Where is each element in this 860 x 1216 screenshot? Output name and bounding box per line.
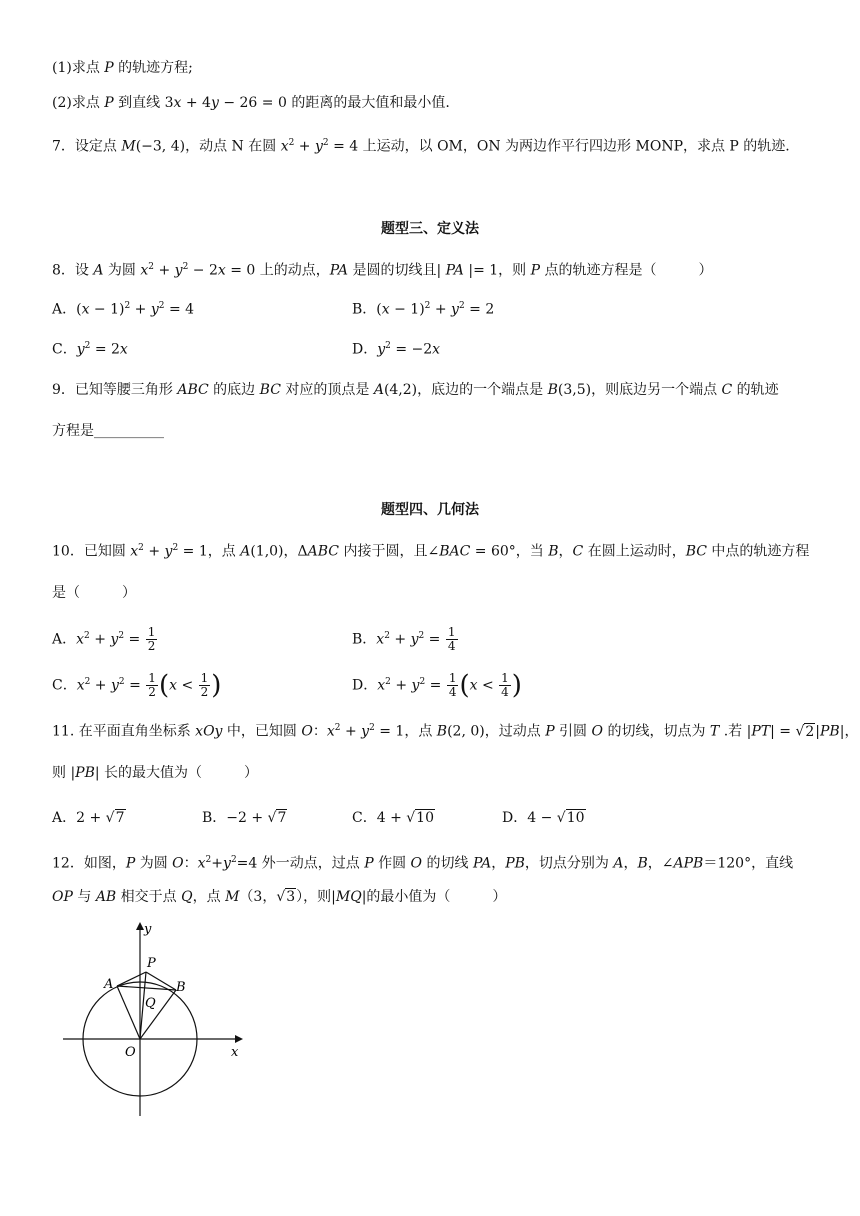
label-p: P <box>147 956 156 971</box>
q8-option-c: C．$y^2 = 2x$ <box>52 341 128 358</box>
segment-pa <box>117 972 146 986</box>
y-axis-arrow <box>136 922 144 930</box>
q10-option-d: D．$x^2 + y^2$ = $\frac{1}{4}$ (x < $\frac{1}{4}$ ) <box>352 670 522 701</box>
q8-option-d: D．$y^2 = -2x$ <box>352 341 441 358</box>
q8-option-a: A．$(x - 1)^2 + y^2 = 4$ <box>52 301 195 318</box>
q10-line1: 10．已知圆 $x^2 + y^2 = 1$，点 A(1,0)，ΔABC 内接于圆，且∠BAC = 60°，当 B，C 在圆上运动时，BC 中点的轨迹方程 <box>52 543 810 560</box>
q11-option-b: B．−2 + √7 <box>202 810 287 826</box>
q11-line1: 11. 在平面直角坐标系 xOy 中，已知圆 O：$x^2 + y^2 = 1$，点 B(2, 0)，过动点 P 引圆 O 的切线，切点为 T .若 |PT| = √2|PB|， <box>52 723 859 740</box>
q9-line1: 9．已知等腰三角形 ABC 的底边 BC 对应的顶点是 A(4,2)，底边的一个端点是 B(3,5)，则底边另一个端点 C 的轨迹 <box>52 382 779 398</box>
q7-text: 7．设定点 M(−3, 4)，动点 N 在圆 $x^2 + y^2 = 4$ 上运动，以 OM，ON 为两边作平行四边形 MONP，求点 P 的轨迹. <box>52 138 790 155</box>
q6-part2: (2)求点 P 到直线 3x + 4y − 26 = 0 的距离的最大值和最小值. <box>52 95 450 111</box>
label-o: O <box>125 1045 136 1060</box>
q11-line2: 则 |PB| 长的最大值为（ ） <box>52 765 259 781</box>
q8-option-b: B．$(x - 1)^2 + y^2 = 2$ <box>352 301 495 318</box>
x-axis-arrow <box>235 1035 243 1043</box>
q10-option-b: B．$x^2 + y^2$ = $\frac{1}{4}$ <box>352 625 456 654</box>
q10-line2: 是（ ） <box>52 585 136 601</box>
geometry-figure <box>55 918 265 1123</box>
q11-option-d: D．4 − √10 <box>502 810 585 826</box>
segment-ab <box>117 986 176 990</box>
q12-line1: 12．如图，P 为圆 O：$x^2+y^2=4$ 外一动点，过点 P 作圆 O 的切线 PA，PB，切点分别为 A，B，∠APB＝120°，直线 <box>52 855 794 872</box>
segment-oa <box>117 986 140 1039</box>
label-y: y <box>144 922 152 937</box>
label-b: B <box>176 980 186 995</box>
q11-option-c: C．4 + √10 <box>352 810 434 826</box>
q11-option-a: A．2 + √7 <box>52 810 125 826</box>
q8-stem: 8．设 A 为圆 $x^2 + y^2 - 2x = 0$ 上的动点，PA 是圆的切线且| PA |= 1，则 P 点的轨迹方程是（ ） <box>52 262 713 279</box>
q10-option-a: A．$x^2 + y^2$ = $\frac{1}{2}$ <box>52 625 156 654</box>
q10-option-c: C．$x^2 + y^2$ = $\frac{1}{2}$ (x < $\frac{1}{2}$ ) <box>52 670 222 701</box>
section-heading-definition: 题型三、定义法 <box>381 221 479 237</box>
section-heading-geometry: 题型四、几何法 <box>381 502 479 518</box>
q6-part1: (1)求点 P 的轨迹方程; <box>52 60 193 76</box>
label-x: x <box>231 1045 239 1060</box>
q12-line2: OP 与 AB 相交于点 Q，点 M（3，√3），则|MQ|的最小值为（ ） <box>52 889 507 905</box>
label-q: Q <box>145 996 156 1011</box>
segment-pb <box>146 972 176 990</box>
label-a: A <box>104 977 114 992</box>
q9-line2: 方程是__________ <box>52 423 164 439</box>
